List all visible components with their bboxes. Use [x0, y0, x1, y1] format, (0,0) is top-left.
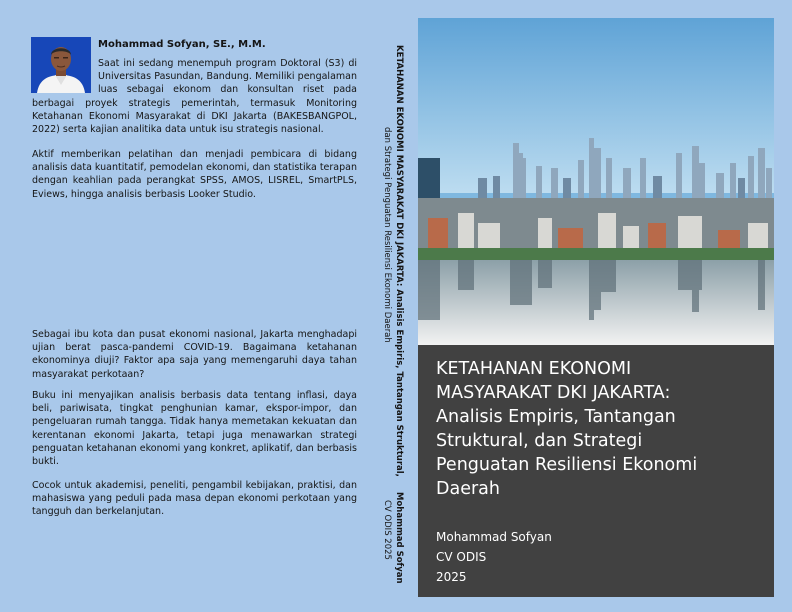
cover-publisher: CV ODIS [436, 550, 487, 564]
cover-title-line: Analisis Empiris, Tantangan [436, 407, 676, 427]
author-bio-text: Saat ini sedang menempuh program Doktoral (S3) di Universitas Pasundan, Bandung. Memiliki pengalaman luas sebagai ekonom dan konsultan riset pada berbagai proyek strategis pemerintah, termasuk Monitoring Ketahanan Ekonomi Masyarakat di DKI Jakarta (BAKESBANGPOL, 2022) serta kajian analitika data untuk isu strategis nasional. [32, 58, 357, 136]
author-bio-paragraph-2: Aktif memberikan pelatihan dan menjadi pembicara di bidang analisis data kuantitatif, pemodelan ekonomi, dan statistika terapan dengan keahlian pada perangkat SPSS, AMOS, LISREL, SmartPLS, Eviews, hingga analisis berbasis Looker Studio. [32, 149, 357, 200]
spine-author: Mohammad Sofyan [394, 492, 404, 584]
cover-title [436, 357, 766, 501]
spine-publisher: CV ODIS 2025 [382, 500, 392, 560]
front-cover [418, 18, 774, 597]
back-cover [0, 0, 375, 612]
cover-title-line: Daerah [436, 479, 500, 499]
author-name: Mohammad Sofyan, SE., M.M. [98, 39, 266, 50]
skyline-illustration [418, 18, 774, 345]
book-blurb-paragraph-1: Sebagai ibu kota dan pusat ekonomi nasional, Jakarta menghadapi ujian berat pasca-pandemi COVID-19. Bagaimana ketahanan ekonominya diuji? Faktor apa saja yang memengaruhi daya tahan masyarakat perkotaan? [32, 329, 357, 380]
cover-year: 2025 [436, 570, 467, 584]
cover-author: Mohammad Sofyan [436, 530, 552, 544]
cover-title-line: KETAHANAN EKONOMI [436, 359, 632, 379]
spine-title: KETAHANAN EKONOMI MASYARAKAT DKI JAKARTA: Analisis Empiris, Tantangan Struktural, [394, 45, 404, 477]
book-blurb-paragraph-3: Cocok untuk akademisi, peneliti, pengambil kebijakan, praktisi, dan mahasiswa yang peduli pada masa depan ekonomi perkotaan yang tangguh dan berkelanjutan. [32, 480, 357, 518]
spine-subtitle: dan Strategi Penguatan Resiliensi Ekonomi Daerah [382, 127, 392, 343]
book-blurb-paragraph-2: Buku ini menyajikan analisis berbasis data tentang inflasi, daya beli, pariwisata, tingkat penghunian kamar, ekspor-impor, dan pengeluaran rumah tangga. Tidak hanya memetakan kekuatan dan kerentanan ekonomi Jakarta, tetapi juga menawarkan strategi penguatan ketahanan ekonomi yang konkret, aplikatif, dan berbasis bukti. [32, 390, 357, 468]
jakarta-skyline-image [418, 18, 774, 345]
author-bio-paragraph [32, 57, 357, 136]
cover-title-line: MASYARAKAT DKI JAKARTA: [436, 383, 671, 403]
cover-title-line: Struktural, dan Strategi [436, 431, 643, 451]
cover-title-panel [418, 345, 774, 597]
cover-title-line: Penguatan Resiliensi Ekonomi [436, 455, 698, 475]
